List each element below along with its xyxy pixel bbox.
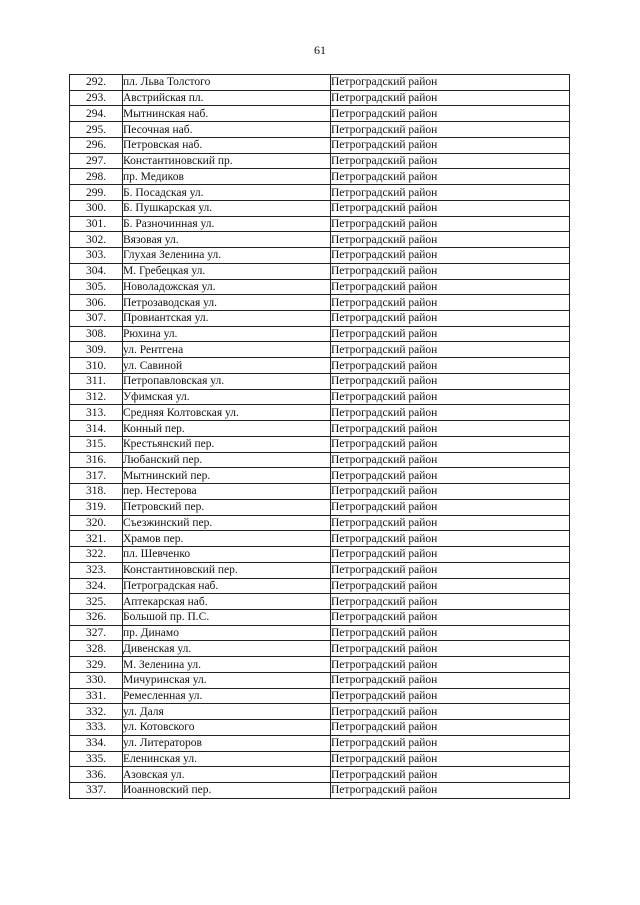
row-number: 326.: [70, 609, 123, 625]
table-row: [70, 153, 570, 169]
street-name: Уфимская ул.: [123, 389, 331, 405]
row-number: 337.: [70, 783, 123, 799]
table-row: [70, 279, 570, 295]
street-name: Глухая Зеленина ул.: [123, 248, 331, 264]
table-row: [70, 311, 570, 327]
street-name: Константиновский пер.: [123, 562, 331, 578]
table-row: [70, 200, 570, 216]
street-name: Конный пер.: [123, 421, 331, 437]
row-number: 307.: [70, 311, 123, 327]
street-name: пр. Медиков: [123, 169, 331, 185]
table-row: [70, 405, 570, 421]
row-number: 327.: [70, 625, 123, 641]
table-row: [70, 783, 570, 799]
row-number: 300.: [70, 200, 123, 216]
street-name: Храмов пер.: [123, 531, 331, 547]
row-number: 294.: [70, 106, 123, 122]
row-number: 325.: [70, 594, 123, 610]
street-name: Любанский пер.: [123, 452, 331, 468]
table-row: [70, 609, 570, 625]
district-name: Петроградский район: [331, 153, 570, 169]
district-name: Петроградский район: [331, 515, 570, 531]
street-name: пр. Динамо: [123, 625, 331, 641]
district-name: Петроградский район: [331, 122, 570, 138]
district-name: Петроградский район: [331, 468, 570, 484]
row-number: 313.: [70, 405, 123, 421]
street-name: М. Гребецкая ул.: [123, 263, 331, 279]
district-name: Петроградский район: [331, 279, 570, 295]
district-name: Петроградский район: [331, 751, 570, 767]
district-name: Петроградский район: [331, 704, 570, 720]
street-name: пл. Шевченко: [123, 547, 331, 563]
district-name: Петроградский район: [331, 641, 570, 657]
district-name: Петроградский район: [331, 767, 570, 783]
row-number: 304.: [70, 263, 123, 279]
table-row: [70, 594, 570, 610]
table-row: [70, 263, 570, 279]
street-name: Вязовая ул.: [123, 232, 331, 248]
street-name: Еленинская ул.: [123, 751, 331, 767]
row-number: 292.: [70, 75, 123, 91]
row-number: 323.: [70, 562, 123, 578]
street-name: Средняя Колтовская ул.: [123, 405, 331, 421]
table-row: [70, 90, 570, 106]
street-name: Мытнинский пер.: [123, 468, 331, 484]
row-number: 331.: [70, 688, 123, 704]
district-name: Петроградский район: [331, 657, 570, 673]
table-row: [70, 704, 570, 720]
row-number: 330.: [70, 672, 123, 688]
district-name: Петроградский район: [331, 185, 570, 201]
row-number: 301.: [70, 216, 123, 232]
street-name: пл. Льва Толстого: [123, 75, 331, 91]
row-number: 308.: [70, 326, 123, 342]
row-number: 293.: [70, 90, 123, 106]
row-number: 310.: [70, 358, 123, 374]
table-row: [70, 688, 570, 704]
table-row: [70, 735, 570, 751]
row-number: 306.: [70, 295, 123, 311]
street-name: Б. Разночинная ул.: [123, 216, 331, 232]
street-name: ул. Литераторов: [123, 735, 331, 751]
row-number: 322.: [70, 547, 123, 563]
street-name: Петроградская наб.: [123, 578, 331, 594]
street-name: Съезжинский пер.: [123, 515, 331, 531]
district-name: Петроградский район: [331, 248, 570, 264]
district-name: Петроградский район: [331, 106, 570, 122]
row-number: 314.: [70, 421, 123, 437]
row-number: 296.: [70, 137, 123, 153]
district-name: Петроградский район: [331, 452, 570, 468]
street-name: ул. Савиной: [123, 358, 331, 374]
row-number: 303.: [70, 248, 123, 264]
table-row: [70, 515, 570, 531]
table-row: [70, 531, 570, 547]
row-number: 305.: [70, 279, 123, 295]
streets-table-body: [70, 75, 570, 799]
district-name: Петроградский район: [331, 263, 570, 279]
row-number: 320.: [70, 515, 123, 531]
district-name: Петроградский район: [331, 547, 570, 563]
street-name: Петровский пер.: [123, 499, 331, 515]
street-name: Петровская наб.: [123, 137, 331, 153]
district-name: Петроградский район: [331, 421, 570, 437]
district-name: Петроградский район: [331, 531, 570, 547]
table-row: [70, 547, 570, 563]
district-name: Петроградский район: [331, 436, 570, 452]
district-name: Петроградский район: [331, 609, 570, 625]
row-number: 324.: [70, 578, 123, 594]
street-name: Дивенская ул.: [123, 641, 331, 657]
table-row: [70, 75, 570, 91]
district-name: Петроградский район: [331, 594, 570, 610]
street-name: Иоанновский пер.: [123, 783, 331, 799]
table-row: [70, 468, 570, 484]
district-name: Петроградский район: [331, 137, 570, 153]
street-name: Петропавловская ул.: [123, 373, 331, 389]
district-name: Петроградский район: [331, 783, 570, 799]
row-number: 317.: [70, 468, 123, 484]
row-number: 311.: [70, 373, 123, 389]
street-name: Аптекарская наб.: [123, 594, 331, 610]
table-row: [70, 373, 570, 389]
street-name: Песочная наб.: [123, 122, 331, 138]
row-number: 329.: [70, 657, 123, 673]
row-number: 297.: [70, 153, 123, 169]
table-row: [70, 767, 570, 783]
table-row: [70, 657, 570, 673]
street-name: Рюхина ул.: [123, 326, 331, 342]
row-number: 298.: [70, 169, 123, 185]
district-name: Петроградский район: [331, 499, 570, 515]
row-number: 318.: [70, 484, 123, 500]
row-number: 334.: [70, 735, 123, 751]
district-name: Петроградский район: [331, 90, 570, 106]
district-name: Петроградский район: [331, 358, 570, 374]
row-number: 312.: [70, 389, 123, 405]
table-row: [70, 232, 570, 248]
row-number: 328.: [70, 641, 123, 657]
table-row: [70, 122, 570, 138]
row-number: 319.: [70, 499, 123, 515]
table-row: [70, 452, 570, 468]
street-name: Мичуринская ул.: [123, 672, 331, 688]
table-row: [70, 389, 570, 405]
table-row: [70, 342, 570, 358]
table-row: [70, 578, 570, 594]
district-name: Петроградский район: [331, 216, 570, 232]
street-name: Б. Посадская ул.: [123, 185, 331, 201]
table-row: [70, 720, 570, 736]
table-row: [70, 358, 570, 374]
district-name: Петроградский район: [331, 389, 570, 405]
table-row: [70, 641, 570, 657]
page-number: 61: [314, 43, 326, 57]
table-row: [70, 216, 570, 232]
table-row: [70, 562, 570, 578]
row-number: 332.: [70, 704, 123, 720]
table-row: [70, 248, 570, 264]
table-row: [70, 106, 570, 122]
district-name: Петроградский район: [331, 232, 570, 248]
street-name: ул. Котовского: [123, 720, 331, 736]
row-number: 316.: [70, 452, 123, 468]
table-row: [70, 436, 570, 452]
row-number: 299.: [70, 185, 123, 201]
street-name: Провиантская ул.: [123, 311, 331, 327]
table-row: [70, 499, 570, 515]
street-name: Австрийская пл.: [123, 90, 331, 106]
table-row: [70, 484, 570, 500]
street-name: ул. Рентгена: [123, 342, 331, 358]
street-name: ул. Даля: [123, 704, 331, 720]
row-number: 302.: [70, 232, 123, 248]
row-number: 335.: [70, 751, 123, 767]
table-row: [70, 185, 570, 201]
district-name: Петроградский район: [331, 484, 570, 500]
streets-table: [69, 74, 570, 799]
district-name: Петроградский район: [331, 405, 570, 421]
district-name: Петроградский район: [331, 200, 570, 216]
district-name: Петроградский район: [331, 625, 570, 641]
street-name: Мытнинская наб.: [123, 106, 331, 122]
district-name: Петроградский район: [331, 578, 570, 594]
street-name: пер. Нестерова: [123, 484, 331, 500]
table-row: [70, 421, 570, 437]
table-row: [70, 295, 570, 311]
row-number: 315.: [70, 436, 123, 452]
table-row: [70, 169, 570, 185]
district-name: Петроградский район: [331, 311, 570, 327]
district-name: Петроградский район: [331, 735, 570, 751]
row-number: 309.: [70, 342, 123, 358]
district-name: Петроградский район: [331, 688, 570, 704]
street-name: Ремесленная ул.: [123, 688, 331, 704]
district-name: Петроградский район: [331, 342, 570, 358]
street-name: Новоладожская ул.: [123, 279, 331, 295]
street-name: Азовская ул.: [123, 767, 331, 783]
street-name: Константиновский пр.: [123, 153, 331, 169]
district-name: Петроградский район: [331, 295, 570, 311]
district-name: Петроградский район: [331, 373, 570, 389]
district-name: Петроградский район: [331, 562, 570, 578]
street-name: Крестьянский пер.: [123, 436, 331, 452]
district-name: Петроградский район: [331, 75, 570, 91]
row-number: 321.: [70, 531, 123, 547]
row-number: 333.: [70, 720, 123, 736]
table-row: [70, 326, 570, 342]
street-name: Б. Пушкарская ул.: [123, 200, 331, 216]
table-row: [70, 137, 570, 153]
district-name: Петроградский район: [331, 720, 570, 736]
table-row: [70, 625, 570, 641]
table-row: [70, 672, 570, 688]
district-name: Петроградский район: [331, 672, 570, 688]
district-name: Петроградский район: [331, 326, 570, 342]
row-number: 336.: [70, 767, 123, 783]
row-number: 295.: [70, 122, 123, 138]
table-row: [70, 751, 570, 767]
street-name: Большой пр. П.С.: [123, 609, 331, 625]
street-name: М. Зеленина ул.: [123, 657, 331, 673]
district-name: Петроградский район: [331, 169, 570, 185]
street-name: Петрозаводская ул.: [123, 295, 331, 311]
